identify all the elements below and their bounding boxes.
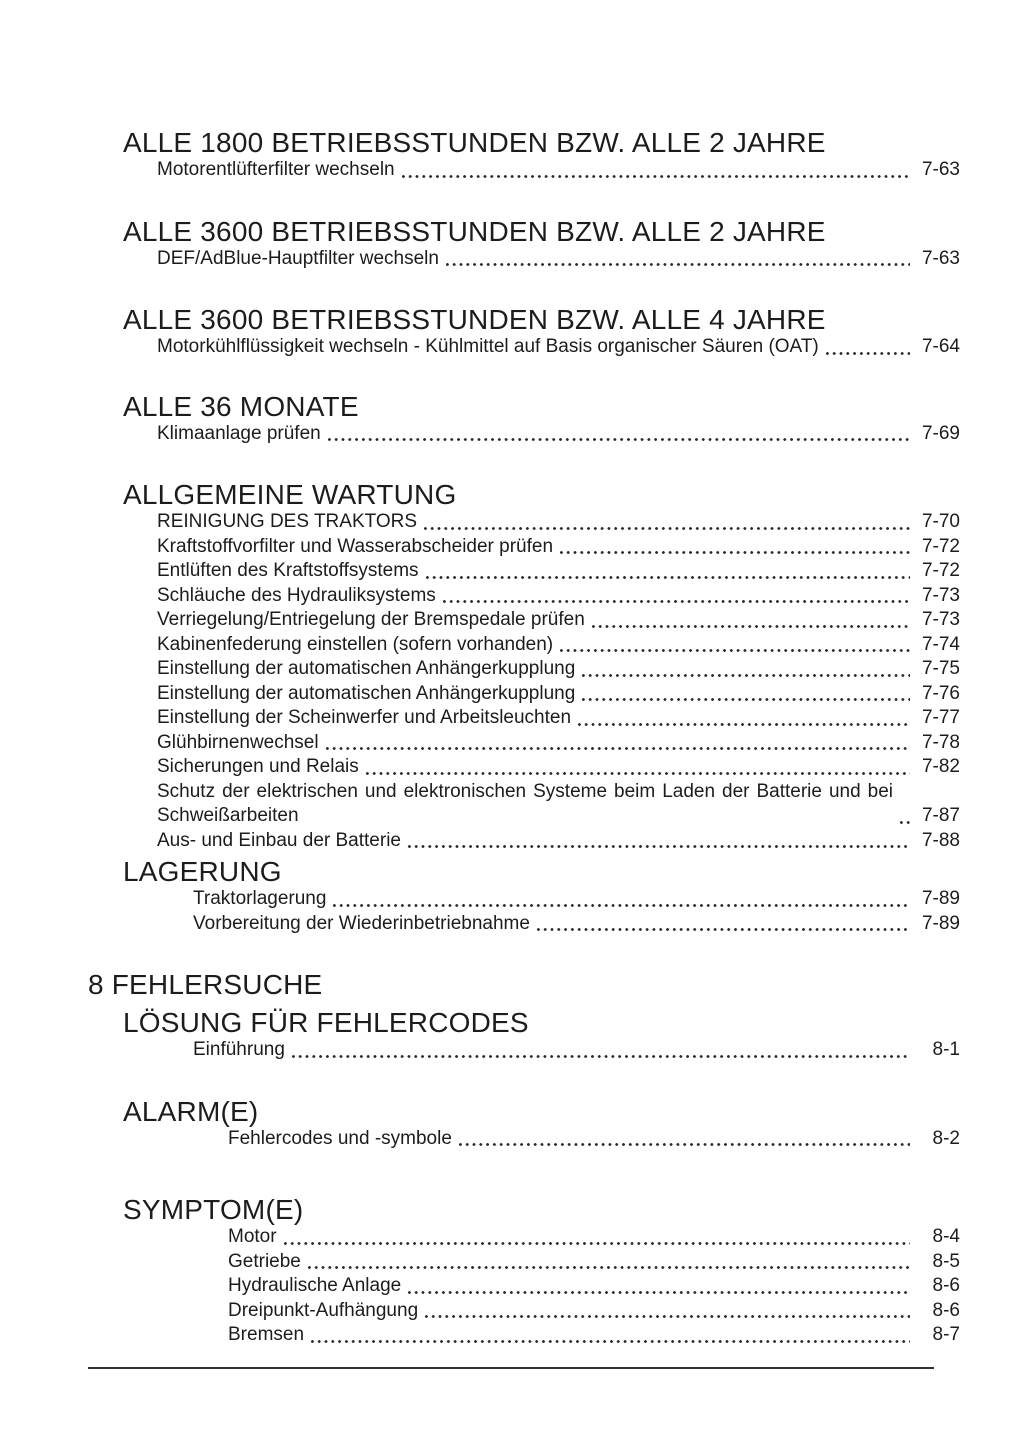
toc-entry xyxy=(157,584,960,609)
dot-leader xyxy=(824,350,910,357)
toc-entry xyxy=(157,335,960,360)
toc-entry xyxy=(228,1299,960,1324)
toc-entry-label: Kabinenfederung einstellen (sofern vorhanden) xyxy=(157,633,554,655)
dot-leader xyxy=(558,549,910,556)
toc-entry-page: 7-78 xyxy=(921,731,960,753)
dot-leader xyxy=(424,574,910,581)
dot-leader xyxy=(898,819,910,826)
dot-leader xyxy=(535,926,910,933)
dot-leader xyxy=(406,1289,910,1296)
toc-entry-label: DEF/AdBlue-Hauptfilter wechseln xyxy=(157,247,439,269)
dot-leader xyxy=(406,843,910,850)
toc-entry-page: 7-89 xyxy=(921,912,960,934)
toc-entry xyxy=(157,682,960,707)
toc-section xyxy=(88,392,960,447)
section-entries xyxy=(228,1225,960,1348)
toc-entry-page: 7-70 xyxy=(921,511,960,532)
toc-entry-page: 7-75 xyxy=(921,658,960,679)
toc-entry xyxy=(228,1274,960,1299)
dot-leader xyxy=(422,525,910,532)
toc-entry-label: Klimaanlage prüfen xyxy=(157,422,321,444)
toc-entry-label: Motor xyxy=(228,1226,277,1247)
toc-entry xyxy=(193,1038,960,1063)
toc-section xyxy=(88,1008,960,1063)
toc-entry-page: 8-4 xyxy=(932,1226,960,1247)
section-heading: ALARM(E) xyxy=(123,1095,259,1127)
section-heading: ALLGEMEINE WARTUNG xyxy=(123,479,457,510)
toc-entry xyxy=(157,158,960,183)
toc-entry xyxy=(157,829,960,854)
dot-leader xyxy=(290,1053,910,1060)
toc-entry-page: 8-6 xyxy=(932,1299,960,1321)
toc-entry-label: Dreipunkt-Aufhängung xyxy=(228,1299,419,1321)
toc-entry xyxy=(157,535,960,560)
toc-entry-label: Getriebe xyxy=(228,1250,301,1272)
dot-leader xyxy=(558,647,910,654)
toc-entry-label: Glühbirnenwechsel xyxy=(157,731,319,753)
toc-entry-page: 7-69 xyxy=(921,422,960,444)
dot-leader xyxy=(457,1141,910,1148)
dot-leader xyxy=(444,261,910,268)
toc-chapter xyxy=(88,970,960,1000)
dot-leader xyxy=(326,436,910,443)
dot-leader xyxy=(400,173,910,180)
toc-entry-label: Schläuche des Hydrauliksystems xyxy=(157,584,436,606)
section-entries xyxy=(228,1127,960,1152)
section-heading: LAGERUNG xyxy=(123,856,282,887)
toc-entry-label: Verriegelung/Entriegelung der Bremspedale prüfen xyxy=(157,609,585,630)
toc-entry-label: REINIGUNG DES TRAKTORS xyxy=(157,511,418,532)
section-entries xyxy=(193,887,960,936)
section-heading: ALLE 1800 BETRIEBSSTUNDEN BZW. ALLE 2 JAHRE xyxy=(123,127,826,158)
toc-entry xyxy=(157,608,960,633)
toc-entry xyxy=(157,706,960,731)
toc-entry xyxy=(193,912,960,937)
toc-entry xyxy=(228,1225,960,1250)
dot-leader xyxy=(331,902,910,909)
toc-entry xyxy=(157,559,960,584)
toc-entry-page: 7-63 xyxy=(921,247,960,269)
toc-section xyxy=(88,305,960,360)
toc-entry-page: 8-1 xyxy=(932,1039,960,1060)
toc-entry xyxy=(228,1250,960,1275)
toc-entry-label: Traktorlagerung xyxy=(193,888,327,909)
dot-leader xyxy=(580,696,910,703)
section-heading: ALLE 3600 BETRIEBSSTUNDEN BZW. ALLE 2 JAHRE xyxy=(123,215,826,247)
toc-entry-label: Sicherungen und Relais xyxy=(157,756,359,777)
dot-leader xyxy=(282,1240,910,1247)
toc-entry-label: Bremsen xyxy=(228,1324,305,1345)
section-entries xyxy=(157,422,960,447)
toc-entry-label: Kraftstoffvorfilter und Wasserabscheider prüfen xyxy=(157,535,554,557)
footer-rule xyxy=(88,1367,934,1369)
toc-entry-label: Einführung xyxy=(193,1039,285,1060)
toc-entry-page: 7-73 xyxy=(921,609,960,630)
toc-entry xyxy=(228,1323,960,1348)
toc-section xyxy=(88,857,960,936)
section-entries xyxy=(157,158,960,183)
toc-entry-label: Fehlercodes und -symbole xyxy=(228,1127,452,1149)
toc-entry-page: 8-2 xyxy=(932,1127,960,1149)
dot-leader xyxy=(324,745,910,752)
dot-leader xyxy=(576,721,910,728)
section-heading: SYMPTOM(E) xyxy=(123,1194,304,1225)
dot-leader xyxy=(441,598,910,605)
toc-entry xyxy=(157,510,960,535)
toc-entry-label: Aus- und Einbau der Batterie xyxy=(157,829,401,851)
toc-entry-page: 7-72 xyxy=(921,560,960,581)
toc-entry-page: 7-89 xyxy=(921,888,960,909)
toc-entry-label: Hydraulische Anlage xyxy=(228,1275,402,1296)
section-entries xyxy=(157,247,960,272)
toc-section xyxy=(88,1097,960,1152)
toc-entry-page: 7-72 xyxy=(921,535,960,557)
toc-entry-page: 7-76 xyxy=(921,682,960,704)
toc-entry-page: 7-63 xyxy=(921,159,960,180)
toc-entry-page: 7-82 xyxy=(921,756,960,777)
toc-entry-label: Entlüften des Kraftstoffsystems xyxy=(157,560,419,581)
dot-leader xyxy=(580,672,910,679)
section-heading: ALLE 3600 BETRIEBSSTUNDEN BZW. ALLE 4 JAHRE xyxy=(123,304,826,335)
toc-entry-label: Vorbereitung der Wiederinbetriebnahme xyxy=(193,912,530,934)
toc-entry-page: 8-5 xyxy=(932,1250,960,1272)
toc-entry-page: 8-6 xyxy=(932,1275,960,1296)
dot-leader xyxy=(306,1264,910,1271)
toc-entry-label: Einstellung der Scheinwerfer und Arbeitsleuchten xyxy=(157,707,572,728)
dot-leader xyxy=(423,1313,910,1320)
dot-leader xyxy=(309,1338,910,1345)
toc-section xyxy=(88,480,960,853)
toc-entry-label: Schutz der elektrischen und elektronischen Systeme beim Laden der Batterie und bei Schweißarbeiten xyxy=(157,780,893,826)
toc-section xyxy=(88,1195,960,1348)
toc-entry-page: 7-88 xyxy=(921,829,960,851)
toc-entry xyxy=(157,633,960,658)
toc-entry-page: 7-77 xyxy=(921,707,960,728)
dot-leader xyxy=(590,623,910,630)
toc-section xyxy=(88,128,960,183)
toc-entry xyxy=(157,780,960,829)
toc-entry-page: 8-7 xyxy=(932,1324,960,1345)
toc-entry-page: 7-74 xyxy=(921,633,960,655)
toc-entry xyxy=(228,1127,960,1152)
section-heading: LÖSUNG FÜR FEHLERCODES xyxy=(123,1007,529,1038)
toc-entry xyxy=(157,247,960,272)
section-entries xyxy=(157,510,960,853)
chapter-heading: 8 FEHLERSUCHE xyxy=(88,969,323,1000)
toc-entry-label: Motorkühlflüssigkeit wechseln - Kühlmittel auf Basis organischer Säuren (OAT) xyxy=(157,336,819,357)
toc-entry-label: Motorentlüfterfilter wechseln xyxy=(157,159,395,180)
toc-entry-page: 7-87 xyxy=(921,805,960,826)
section-heading: ALLE 36 MONATE xyxy=(123,390,359,422)
toc-entry xyxy=(157,755,960,780)
toc-entry-label: Einstellung der automatischen Anhängerkupplung xyxy=(157,682,576,704)
toc-entry-label: Einstellung der automatischen Anhängerkupplung xyxy=(157,658,576,679)
toc-entry xyxy=(193,887,960,912)
dot-leader xyxy=(364,770,910,777)
section-entries xyxy=(157,335,960,360)
section-entries xyxy=(193,1038,960,1063)
toc-section xyxy=(88,217,960,272)
toc-entry-page: 7-64 xyxy=(921,336,960,357)
toc-entry-page: 7-73 xyxy=(921,584,960,606)
toc-entry xyxy=(157,731,960,756)
toc-entry xyxy=(157,657,960,682)
toc-entry xyxy=(157,422,960,447)
